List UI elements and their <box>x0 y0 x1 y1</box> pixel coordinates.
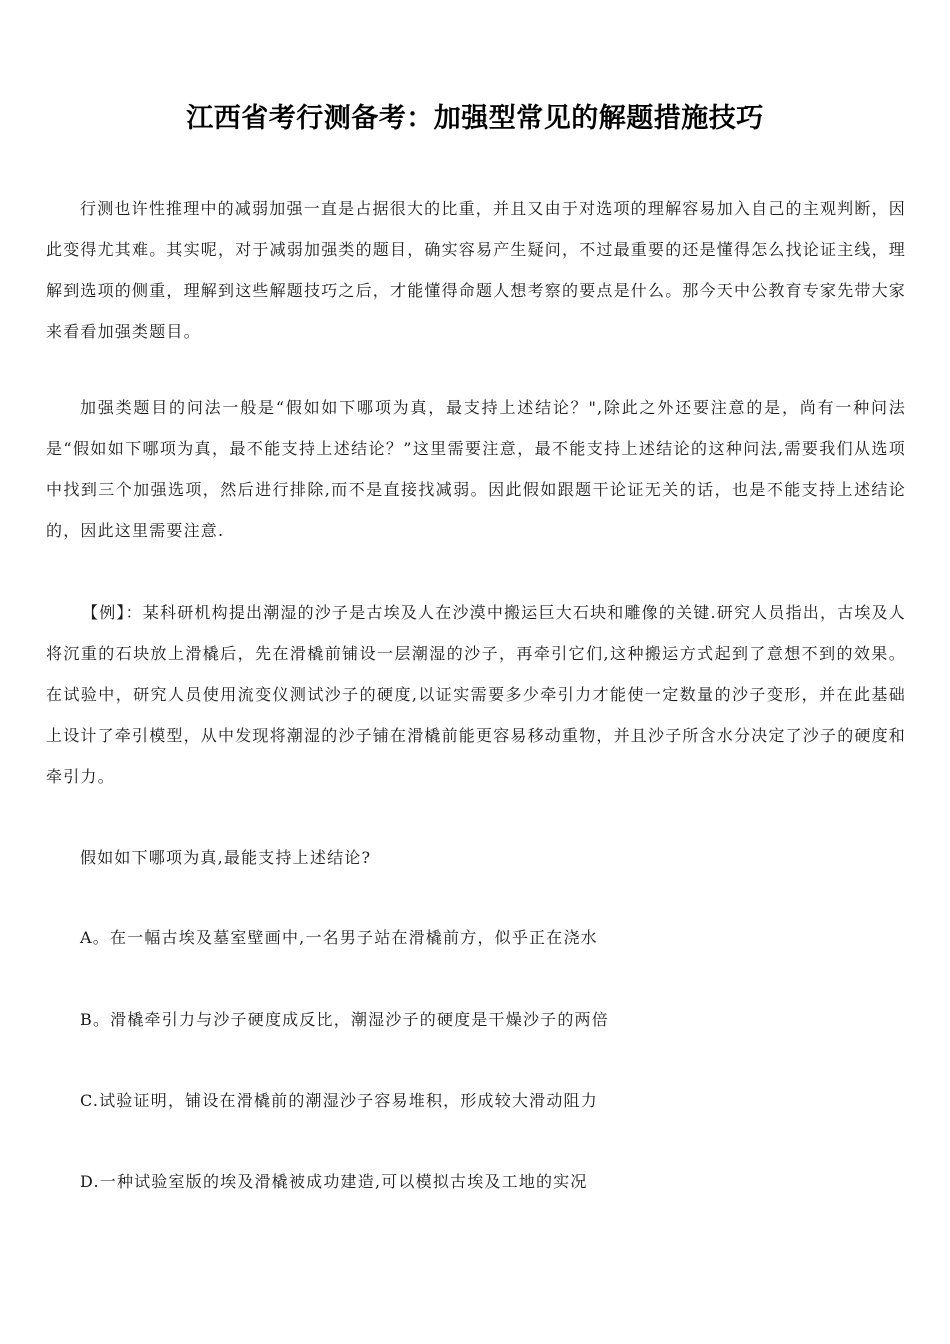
option-d: D.一种试验室版的埃及滑橇被成功建造,可以模拟古埃及工地的实况 <box>80 1172 588 1191</box>
question-prompt: 假如如下哪项为真,最能支持上述结论? <box>80 848 372 867</box>
document-title: 江西省考行测备考：加强型常见的解题措施技巧 <box>186 103 764 134</box>
option-c: C.试验证明，铺设在滑橇前的潮湿沙子容易堆积，形成较大滑动阻力 <box>80 1091 598 1110</box>
question-type-paragraph: 加强类题目的问法一般是“假如如下哪项为真，最支持上述结论？",除此之外还要注意的是，尚有一种问法是“假如如下哪项为真，最不能支持上述结论？”这里需要注意，最不能支持上述结论的这种问法,需要我们从选项中找到三个加强选项，然后进行排除,而不是直接找减弱。因此假如跟题干论证无关的话，也是不能支持上述结论的，因此这里需要注意. <box>46 398 906 540</box>
option-b: B。滑橇牵引力与沙子硬度成反比，潮湿沙子的硬度是干燥沙子的两倍 <box>80 1010 609 1029</box>
example-paragraph: 【例】：某科研机构提出潮湿的沙子是古埃及人在沙漠中搬运巨大石块和雕像的关键.研究人员指出，古埃及人将沉重的石块放上滑橇后，先在滑橇前铺设一层潮湿的沙子，再牵引它们,这种搬运方式起到了意想不到的效果。在试验中，研究人员使用流变仪测试沙子的硬度,以证实需要多少牵引力才能使一定数量的沙子变形，并在此基础上设计了牵引模型，从中发现将潮湿的沙子铺在滑橇前能更容易移动重物，并且沙子所含水分决定了沙子的硬度和牵引力。 <box>46 603 907 786</box>
option-a: A。在一幅古埃及墓室壁画中,一名男子站在滑橇前方，似乎正在浇水 <box>80 928 598 947</box>
intro-paragraph: 行测也许性推理中的减弱加强一直是占据很大的比重，并且又由于对选项的理解容易加入自己的主观判断，因此变得尤其难。其实呢，对于减弱加强类的题目，确实容易产生疑问，不过最重要的还是懂得怎么找论证主线，理解到选项的侧重，理解到这些解题技巧之后，才能懂得命题人想考察的要点是什么。那今天中公教育专家先带大家来看看加强类题目。 <box>46 199 907 341</box>
